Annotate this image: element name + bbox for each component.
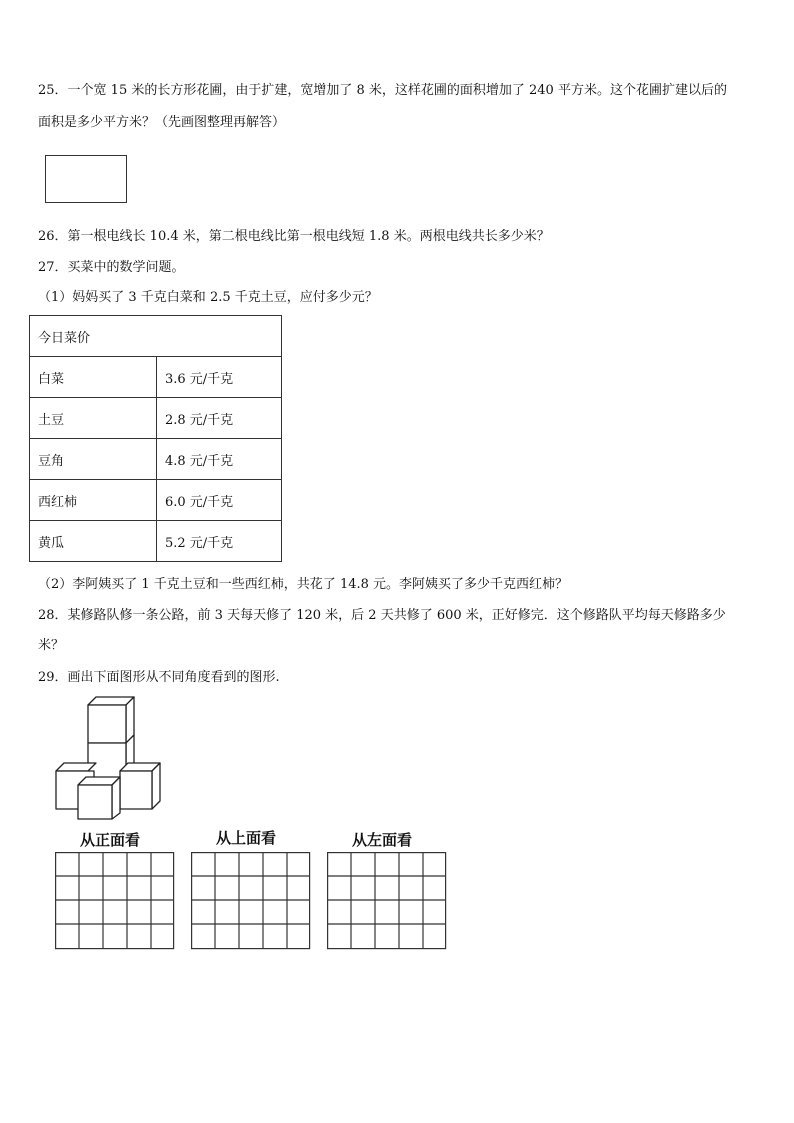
table-cell-item: 西红柿 <box>30 480 157 521</box>
price-table-header: 今日菜价 <box>30 316 282 357</box>
table-cell-price: 5.2 元/千克 <box>157 521 282 562</box>
table-row <box>30 480 282 521</box>
table-cell-item: 豆角 <box>30 439 157 480</box>
table-row <box>30 439 282 480</box>
question-28-line1: 28．某修路队修一条公路，前 3 天每天修了 120 米，后 2 天共修了 600 米，正好修完．这个修路队平均每天修路多少 <box>38 608 726 623</box>
grid-left-view[interactable] <box>327 852 447 950</box>
table-row <box>30 521 282 562</box>
table-row <box>30 357 282 398</box>
table-cell-item: 白菜 <box>30 357 157 398</box>
question-27: 27．买菜中的数学问题。 <box>38 260 185 275</box>
view-label-left: 从左面看 <box>352 831 413 849</box>
cube-stack-figure <box>50 695 170 820</box>
grid-front-view[interactable] <box>55 852 175 950</box>
table-cell-price: 6.0 元/千克 <box>157 480 282 521</box>
question-27-part1: （1）妈妈买了 3 千克白菜和 2.5 千克土豆，应付多少元？ <box>38 290 378 305</box>
view-label-front: 从正面看 <box>80 831 141 849</box>
question-29: 29．画出下面图形从不同角度看到的图形. <box>38 670 280 685</box>
table-cell-price: 4.8 元/千克 <box>157 439 282 480</box>
question-26: 26．第一根电线长 10.4 米，第二根电线比第一根电线短 1.8 米。两根电线共长多少米？ <box>38 229 550 244</box>
table-row <box>30 398 282 439</box>
grid-top-view[interactable] <box>191 852 311 950</box>
table-cell-price: 3.6 元/千克 <box>157 357 282 398</box>
question-25-line2: 面积是多少平方米？（先画图整理再解答） <box>38 115 286 130</box>
table-cell-item: 土豆 <box>30 398 157 439</box>
question-28-line2: 米？ <box>38 638 65 653</box>
question-27-part2: （2）李阿姨买了 1 千克土豆和一些西红柿，共花了 14.8 元。李阿姨买了多少千克西红柿？ <box>38 577 569 592</box>
price-table-header-row <box>30 316 282 357</box>
table-cell-item: 黄瓜 <box>30 521 157 562</box>
price-table <box>29 315 282 562</box>
view-label-top: 从上面看 <box>216 829 277 847</box>
table-cell-price: 2.8 元/千克 <box>157 398 282 439</box>
question-25-line1: 25．一个宽 15 米的长方形花圃，由于扩建，宽增加了 8 米，这样花圃的面积增加了 240 平方米。这个花圃扩建以后的 <box>38 83 727 98</box>
answer-sketch-rectangle <box>45 155 127 203</box>
